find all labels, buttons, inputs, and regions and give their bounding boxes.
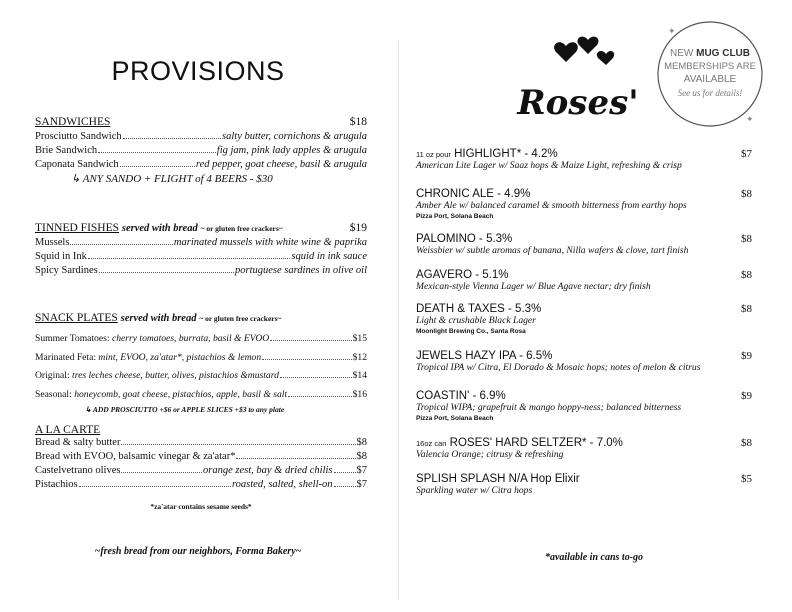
- beer-name: ROSES' HARD SELTZER* - 7.0%: [449, 437, 623, 449]
- tinned-fishes-section: [35, 222, 367, 278]
- beer-pour-size: 11 oz pour: [416, 150, 451, 159]
- menu-item: [35, 450, 367, 464]
- item-desc: portuguese sardines in olive oil: [234, 265, 367, 276]
- item-name: Squid in Ink: [35, 251, 87, 262]
- beer-name: COASTIN' - 6.9%: [416, 390, 506, 402]
- mug-line-4: See us for details!: [677, 88, 743, 98]
- menu-item: [35, 367, 367, 386]
- beer-item: [416, 269, 752, 293]
- item-desc: mint, EVOO, za'atar*, pistachios & lemon: [98, 351, 262, 363]
- item-desc: fig jam, pink lady apples & arugula: [216, 145, 367, 156]
- add-on-note: ↳ ADD PROSCIUTTO +$6 or APPLE SLICES +$3 to any plate: [85, 405, 285, 414]
- beer-description: American Lite Lager w/ Saaz hops & Maize Light, refreshing & crisp: [416, 160, 682, 171]
- section-header: [35, 312, 367, 324]
- beer-item: [416, 437, 752, 461]
- svg-text:NEW MUG CLUB: [670, 48, 750, 59]
- item-price: $16: [352, 388, 367, 400]
- beer-description: Sparkling water w/ Citra hops: [416, 485, 533, 496]
- beer-name: AGAVERO - 5.1%: [416, 269, 509, 281]
- a-la-carte-section: [35, 424, 367, 511]
- menu-item: [35, 478, 367, 492]
- beer-description: Valencia Orange; citrusy & refreshing: [416, 449, 564, 460]
- item-price: $14: [352, 370, 367, 381]
- zaatar-footnote: *za'atar contains sesame seeds*: [150, 502, 252, 511]
- item-name: Original:: [35, 370, 70, 381]
- item-price: $7: [356, 465, 367, 476]
- section-tiny-note: ~ or gluten free crackers~: [200, 224, 283, 233]
- section-price: $18: [349, 116, 367, 128]
- menu-item: [35, 349, 367, 368]
- beer-price: $7: [741, 148, 752, 160]
- section-tiny-note: ~ or gluten free crackers~: [199, 314, 282, 323]
- menu-item: [35, 330, 367, 349]
- beer-description: Tropical WIPA; grapefruit & mango hoppy-ness; balanced bitterness: [416, 402, 682, 413]
- beer-description: Amber Ale w/ balanced caramel & smooth bitterness from earthy hops: [416, 200, 687, 211]
- beer-name: HIGHLIGHT* - 4.2%: [454, 148, 558, 160]
- section-header: [35, 424, 367, 436]
- section-price: $19: [349, 222, 367, 234]
- sparkle-icon: ✦: [746, 114, 754, 124]
- sparkle-icon: ✦: [668, 26, 676, 36]
- item-name: Spicy Sardines: [35, 265, 98, 276]
- item-price: $8: [356, 451, 367, 462]
- snack-plates-section: [35, 312, 367, 416]
- item-desc: squid in ink sauce: [291, 251, 367, 262]
- beer-price: $9: [741, 350, 752, 362]
- section-subheading: served with bread: [120, 313, 197, 324]
- roses-logo: [517, 36, 639, 128]
- beer-name: PALOMINO - 5.3%: [416, 233, 513, 245]
- beer-price: $8: [741, 437, 752, 449]
- menu-item: [35, 264, 367, 278]
- logo-text: Roses': [517, 83, 639, 123]
- mug-line-2: MEMBERSHIPS ARE: [664, 61, 756, 72]
- mug-line-club: MUG CLUB: [696, 48, 751, 59]
- cans-note: *available in cans to-go: [544, 552, 644, 563]
- item-desc: cherry tomatoes, burrata, basil & EVOO: [111, 333, 270, 344]
- item-price: $15: [352, 333, 367, 344]
- menu-item: [35, 130, 367, 144]
- beer-item: [416, 303, 752, 336]
- item-name: Caponata Sandwich: [35, 159, 119, 170]
- item-desc: marinated mussels with white wine & paprika: [173, 237, 367, 248]
- beer-price: $8: [741, 188, 752, 200]
- item-name: Bread with EVOO, balsamic vinegar & za'atar*: [35, 451, 236, 462]
- beer-price: $8: [741, 303, 752, 315]
- item-name: Prosciutto Sandwich: [35, 131, 122, 142]
- item-name: Pistachios: [35, 479, 78, 490]
- beer-item: [416, 188, 752, 221]
- item-name: Mussels: [35, 237, 70, 248]
- item-name: Bread & salty butter: [35, 437, 121, 448]
- beer-description: Weissbier w/ subtle aromas of banana, Nilla wafers & clove, tart finish: [416, 245, 689, 256]
- page-title: PROVISIONS: [111, 56, 285, 86]
- menu-item: [35, 250, 367, 264]
- beer-list: [416, 148, 752, 497]
- item-name: Brie Sandwich: [35, 145, 98, 156]
- item-price: $7: [356, 479, 367, 490]
- brewery-credit: Moonlight Brewing Co., Santa Rosa: [416, 328, 526, 335]
- item-desc: roasted, salted, shell-on: [231, 479, 333, 490]
- mug-line-new: NEW: [669, 48, 694, 59]
- beer-description: Tropical IPA w/ Citra, El Dorado & Mosaic hops; notes of melon & citrus: [416, 362, 701, 373]
- item-price: $8: [356, 437, 367, 448]
- menu-item: [35, 144, 367, 158]
- beer-name: CHRONIC ALE - 4.9%: [416, 188, 531, 200]
- menu-item: [35, 464, 367, 478]
- beer-pour-size: 16oz can: [416, 439, 447, 448]
- section-heading: A LA CARTE: [35, 424, 101, 436]
- beer-price: $8: [741, 233, 752, 245]
- beer-item: [416, 233, 752, 257]
- section-subheading: served with bread: [121, 223, 198, 234]
- mug-line-3: AVAILABLE: [683, 74, 737, 85]
- beer-price: $8: [741, 269, 752, 281]
- beer-price: $9: [741, 390, 752, 402]
- beer-name: SPLISH SPLASH N/A Hop Elixir: [416, 473, 580, 485]
- item-name: Summer Tomatoes:: [35, 333, 110, 344]
- item-desc: honeycomb, goat cheese, pistachios, apple, basil & salt: [74, 388, 288, 400]
- section-header: [35, 116, 367, 128]
- beer-page: [396, 0, 792, 612]
- beer-item: [416, 148, 752, 172]
- item-desc: orange zest, bay & dried chilis: [203, 465, 333, 476]
- beer-description: Light & crushable Black Lager: [416, 315, 536, 326]
- menu-item: [35, 158, 367, 172]
- menu-item: [35, 236, 367, 250]
- beer-item: [416, 473, 752, 497]
- brewery-credit: Pizza Port, Solana Beach: [416, 415, 494, 422]
- menu-item: [35, 386, 367, 405]
- item-desc: red pepper, goat cheese, basil & arugula: [195, 159, 367, 170]
- brewery-credit: Pizza Port, Solana Beach: [416, 213, 494, 220]
- section-header: [35, 222, 367, 234]
- beer-name: DEATH & TAXES - 5.3%: [416, 303, 542, 315]
- beer-item: [416, 350, 752, 374]
- item-name: Marinated Feta:: [35, 351, 97, 363]
- section-heading: SANDWICHES: [35, 116, 111, 128]
- item-desc: tres leches cheese, butter, olives, pistachios &mustard: [72, 370, 279, 381]
- section-heading: TINNED FISHES: [35, 222, 120, 234]
- beer-name: JEWELS HAZY IPA - 6.5%: [416, 350, 553, 362]
- beer-item: [416, 390, 752, 423]
- beer-description: Mexican-style Vienna Lager w/ Blue Agave nectar; dry finish: [416, 281, 651, 292]
- item-desc: salty butter, cornichons & arugula: [222, 131, 367, 142]
- item-price: $12: [352, 351, 367, 363]
- sandwiches-section: [35, 116, 367, 186]
- item-name: Castelvetrano olives: [35, 465, 121, 476]
- mug-club-badge: [654, 18, 766, 130]
- item-name: Seasonal:: [35, 388, 72, 400]
- section-heading: SNACK PLATES: [35, 312, 118, 324]
- beer-price: $5: [741, 473, 752, 485]
- menu-item: [35, 436, 367, 450]
- bakery-note: ~fresh bread from our neighbors, Forma Bakery~: [94, 546, 302, 557]
- sando-flight-note: ↳ ANY SANDO + FLIGHT of 4 BEERS - $30: [71, 173, 273, 185]
